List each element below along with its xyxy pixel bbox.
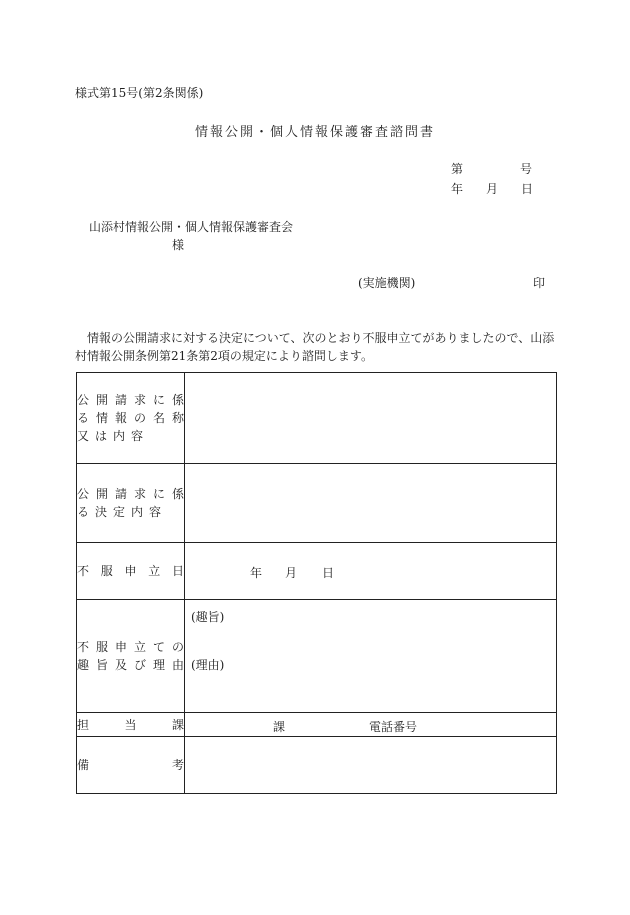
- label-line: る決定内容: [77, 505, 168, 519]
- seal-mark: 印: [533, 276, 546, 290]
- label-line: る情報の名称: [77, 411, 184, 425]
- request-table: [76, 372, 557, 794]
- label-line: 不服申立日: [77, 564, 184, 578]
- addressee-honorific: 様: [172, 238, 185, 252]
- appeal-month-unit: 月: [285, 566, 298, 580]
- body-text: 情報の公開請求に対する決定について、次のとおり不服申立てがありましたので、山添村情報公開条例第21条第2項の規定により諮問します。: [75, 331, 555, 363]
- purpose-label: (趣旨): [191, 610, 225, 624]
- sender-agency: (実施機関): [358, 276, 416, 290]
- reason-label: (理由): [191, 658, 225, 672]
- info-name-field[interactable]: [185, 373, 557, 464]
- table-row: [77, 373, 557, 464]
- number-dai: 第: [451, 162, 464, 176]
- table-row: [77, 737, 557, 794]
- date-year: 年: [451, 182, 464, 196]
- table-row: [77, 713, 557, 737]
- appeal-date-label: [77, 543, 185, 600]
- remarks-label: [77, 737, 185, 794]
- document-title: 情報公開・個人情報保護審査諮問書: [194, 125, 435, 140]
- remarks-field[interactable]: [185, 737, 557, 794]
- phone-number-label: 電話番号: [369, 719, 418, 734]
- date-month: 月: [486, 182, 499, 196]
- table-row: [77, 543, 557, 600]
- department-ka: 課: [273, 719, 286, 734]
- date-day: 日: [521, 182, 534, 196]
- label-line: 公開請求に係: [77, 393, 184, 407]
- appeal-reason-label: [77, 600, 185, 713]
- info-name-label: [77, 373, 185, 464]
- decision-field[interactable]: [185, 464, 557, 543]
- label-line: 公開請求に係: [77, 487, 184, 501]
- table-row: [77, 600, 557, 713]
- number-go: 号: [520, 162, 533, 176]
- department-label: [77, 713, 185, 737]
- appeal-year-unit: 年: [250, 566, 263, 580]
- addressee-name: 山添村情報公開・個人情報保護審査会: [89, 220, 294, 234]
- form-number: 様式第15号(第2条関係): [75, 86, 204, 100]
- label-line: 又は内容: [77, 429, 150, 443]
- appeal-day-unit: 日: [322, 566, 335, 580]
- appeal-date-field[interactable]: [185, 543, 557, 600]
- appeal-reason-field[interactable]: [185, 600, 557, 713]
- decision-label: [77, 464, 185, 543]
- label-line: 担当課: [77, 717, 184, 732]
- department-field[interactable]: [185, 713, 557, 737]
- label-line: 備考: [77, 758, 184, 772]
- table-row: [77, 464, 557, 543]
- label-line: 不服申立ての: [77, 640, 184, 654]
- label-line: 趣旨及び理由: [77, 658, 184, 672]
